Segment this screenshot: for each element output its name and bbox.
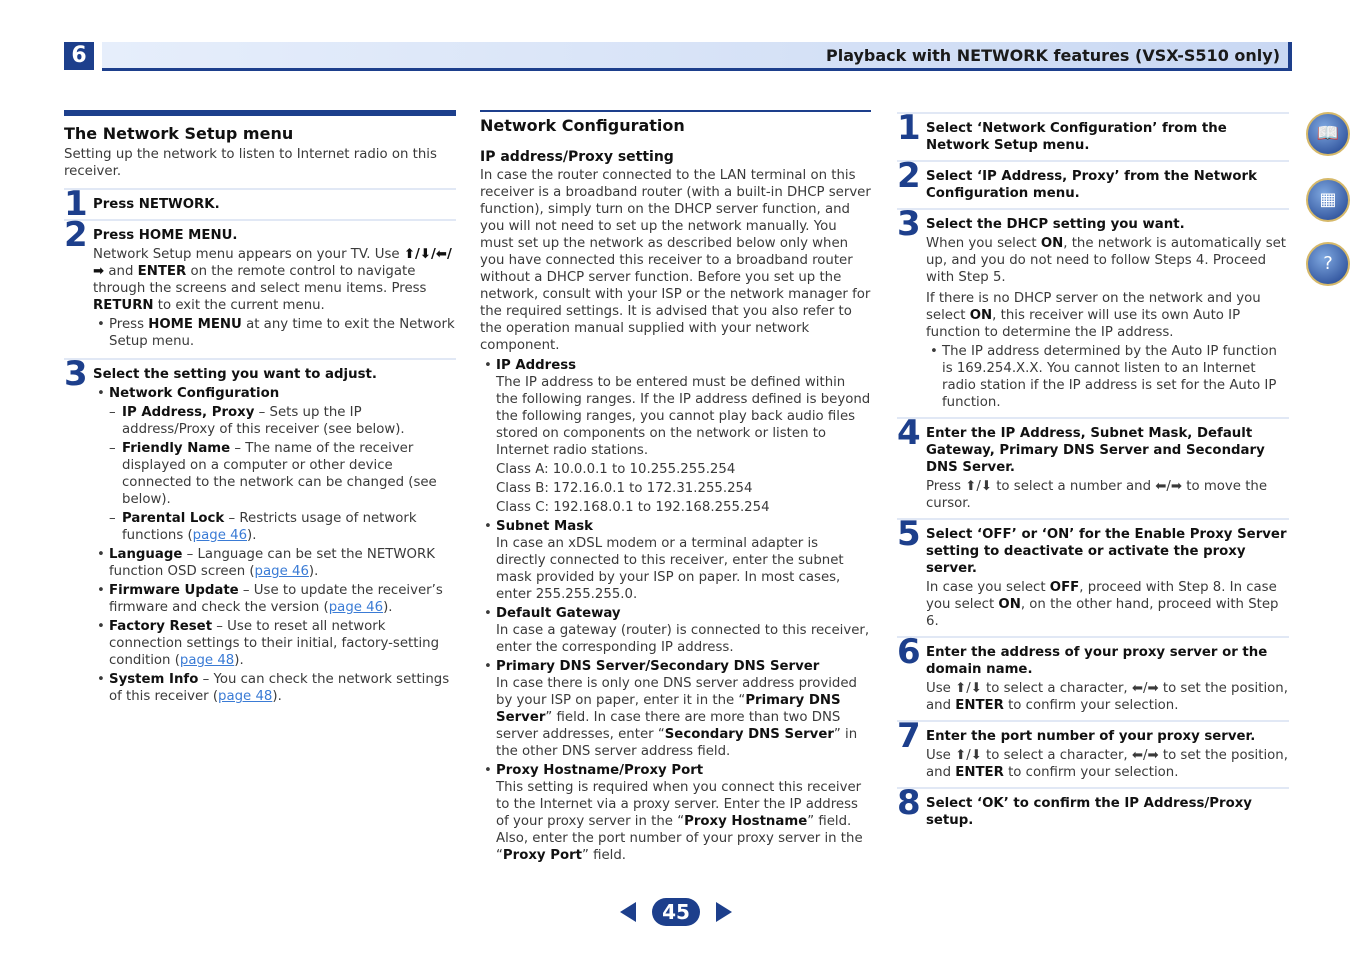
bullet-item: • Language – Language can be set the NETWORK function OSD screen (page 46). bbox=[93, 546, 456, 580]
step-body: If there is no DHCP server on the network and you select ON, this receiver will use its own Auto IP function to determine the IP address. bbox=[926, 291, 1261, 340]
bullet-item: • Factory Reset – Use to reset all network connection settings to their initial, factory-setting condition (page 48). bbox=[93, 618, 456, 669]
help-icon[interactable]: ? bbox=[1306, 242, 1350, 286]
sub-heading: IP address/Proxy setting bbox=[480, 149, 674, 165]
step-number: 2 bbox=[64, 215, 88, 255]
bullet-item: • Subnet Mask bbox=[480, 518, 871, 535]
step-number: 7 bbox=[897, 716, 921, 756]
step-number: 6 bbox=[897, 632, 921, 672]
step-title: Enter the port number of your proxy server. bbox=[926, 729, 1256, 744]
dash-item: – Friendly Name – The name of the receiver displayed on a computer or other device connected to the network can be changed (see below). bbox=[93, 440, 456, 508]
step-title: Select ‘OFF’ or ‘ON’ for the Enable Proxy Server setting to deactivate or activate the proxy server. bbox=[926, 527, 1287, 576]
step-number: 2 bbox=[897, 156, 921, 196]
column-right bbox=[897, 106, 1289, 829]
page-link[interactable]: page 46 bbox=[328, 600, 384, 615]
bullet-item: • The IP address determined by the Auto IP function is 169.254.X.X. You cannot listen to an Internet radio station if the IP address is set for the Auto IP function. bbox=[926, 343, 1289, 411]
dash-item: – IP Address, Proxy – Sets up the IP address/Proxy of this receiver (see below). bbox=[93, 404, 456, 438]
step-title: Select ‘Network Configuration’ from the Network Setup menu. bbox=[926, 121, 1227, 153]
step-1 bbox=[64, 184, 456, 224]
step-title: Select the setting you want to adjust. bbox=[93, 367, 377, 382]
step-number: 1 bbox=[897, 108, 921, 148]
page-title: Playback with NETWORK features (VSX-S510 only) bbox=[825, 46, 1280, 65]
item-body: In case a gateway (router) is connected to this receiver, enter the corresponding IP address. bbox=[496, 623, 870, 655]
step-number: 3 bbox=[64, 354, 88, 394]
column-left bbox=[64, 0, 456, 705]
bullet-item: • System Info – You can check the network settings of this receiver (page 48). bbox=[93, 671, 456, 705]
previous-page-icon[interactable] bbox=[620, 902, 636, 922]
step-body: In case you select OFF, proceed with Step 8. In case you select ON, on the other hand, proceed with Step 6. bbox=[926, 580, 1279, 629]
step-body: Use ⬆/⬇ to select a character, ⬅/➡ to set the position, and ENTER to confirm your selection. bbox=[926, 681, 1288, 713]
bullet-item: • Network Configuration bbox=[93, 385, 456, 402]
item-body: The IP address to be entered must be defined within the following ranges. If the IP address defined is beyond the following ranges, you cannot play back audio files stored on components on the network or listen to Internet radio stations. bbox=[496, 375, 871, 458]
intro-text: In case the router connected to the LAN terminal on this receiver is a broadband router (with a built-in DHCP server function), simply turn on the DHCP server function, and you will not need to set up the network manually. You must set up the network as described below only when you have connected this receiver to a broadband router without a DHCP server function. Before you set up the network, consult with your ISP or the network manager for the required settings. It is advised that you also refer to the operation manual supplied with your network component. bbox=[480, 168, 871, 353]
page-link[interactable]: page 46 bbox=[254, 564, 309, 579]
page-navigation bbox=[620, 896, 740, 928]
step-3 bbox=[64, 354, 456, 705]
step-8 bbox=[897, 783, 1289, 829]
section-rule bbox=[480, 110, 871, 112]
remote-icon[interactable]: ▦ bbox=[1306, 178, 1350, 222]
step-number: 1 bbox=[64, 184, 88, 224]
intro-text: Setting up the network to listen to Internet radio on this receiver. bbox=[64, 147, 437, 179]
step-title: Select ‘OK’ to confirm the IP Address/Proxy setup. bbox=[926, 796, 1252, 828]
header-bar-end bbox=[1288, 42, 1292, 71]
item-body: This setting is required when you connect this receiver to the Internet via a proxy server. Enter the IP address of your proxy server in the “Proxy Hostname” field. Also, enter the port number of your proxy server in the “Proxy Port” field. bbox=[496, 780, 863, 863]
chapter-number: 6 bbox=[64, 42, 94, 70]
step-number: 8 bbox=[897, 783, 921, 823]
step-2 bbox=[897, 156, 1289, 202]
section-heading: Network Configuration bbox=[480, 116, 685, 135]
next-page-icon[interactable] bbox=[716, 902, 732, 922]
bullet-item: • IP Address bbox=[480, 357, 871, 374]
step-2 bbox=[64, 215, 456, 350]
step-3 bbox=[897, 204, 1289, 411]
section-rule bbox=[64, 110, 456, 116]
ip-range: Class B: 172.16.0.1 to 172.31.255.254 bbox=[496, 481, 753, 496]
ip-range: Class C: 192.168.0.1 to 192.168.255.254 bbox=[496, 500, 770, 515]
section-heading: The Network Setup menu bbox=[64, 124, 294, 143]
book-icon[interactable]: 📖 bbox=[1306, 112, 1350, 156]
step-5 bbox=[897, 514, 1289, 630]
ip-range: Class A: 10.0.0.1 to 10.255.255.254 bbox=[496, 462, 736, 477]
bullet-item: • Default Gateway bbox=[480, 605, 871, 622]
page-link[interactable]: page 48 bbox=[179, 653, 235, 668]
step-body: Press ⬆/⬇ to select a number and ⬅/➡ to move the cursor. bbox=[926, 479, 1268, 511]
bullet-item: • Primary DNS Server/Secondary DNS Server bbox=[480, 658, 871, 675]
bullet-item: • Proxy Hostname/Proxy Port bbox=[480, 762, 871, 779]
step-title: Press HOME MENU. bbox=[93, 228, 238, 243]
step-title: Enter the IP Address, Subnet Mask, Default Gateway, Primary DNS Server and Secondary DNS Server. bbox=[926, 426, 1265, 475]
item-body: In case an xDSL modem or a terminal adapter is directly connected to this receiver, enter the subnet mask provided by your ISP on paper. In most cases, enter 255.255.255.0. bbox=[496, 536, 844, 602]
step-6 bbox=[897, 632, 1289, 714]
step-number: 3 bbox=[897, 204, 921, 244]
step-title: Enter the address of your proxy server or the domain name. bbox=[926, 645, 1268, 677]
item-body: In case there is only one DNS server address provided by your ISP on paper, enter it in the “Primary DNS Server” field. In case there are more than two DNS server addresses, enter “Secondary DNS Server” in the other DNS server address field. bbox=[496, 676, 858, 759]
page-link[interactable]: page 48 bbox=[218, 689, 273, 704]
page-number: 45 bbox=[652, 898, 700, 926]
bullet-item: • Press HOME MENU at any time to exit the Network Setup menu. bbox=[93, 316, 456, 350]
column-middle bbox=[480, 0, 871, 864]
step-4 bbox=[897, 413, 1289, 512]
page-link[interactable]: page 46 bbox=[192, 528, 248, 543]
step-number: 5 bbox=[897, 514, 921, 554]
step-body: Network Setup menu appears on your TV. Use ⬆/⬇/⬅/➡ and ENTER on the remote control to navigate through the screens and select menu items. Press RETURN to exit the current menu. bbox=[93, 247, 452, 313]
step-body: Use ⬆/⬇ to select a character, ⬅/➡ to set the position, and ENTER to confirm your selection. bbox=[926, 748, 1288, 780]
bullet-item: • Firmware Update – Use to update the receiver’s firmware and check the version (page 46). bbox=[93, 582, 456, 616]
step-body: When you select ON, the network is automatically set up, and you do not need to follow Steps 4. Proceed with Step 5. bbox=[926, 236, 1287, 285]
dash-item: – Parental Lock – Restricts usage of network functions (page 46). bbox=[93, 510, 456, 544]
step-title: Select ‘IP Address, Proxy’ from the Network Configuration menu. bbox=[926, 169, 1257, 201]
step-7 bbox=[897, 716, 1289, 781]
step-title: Select the DHCP setting you want. bbox=[926, 217, 1185, 232]
step-number: 4 bbox=[897, 413, 921, 453]
step-1 bbox=[897, 108, 1289, 154]
step-title: Press NETWORK. bbox=[93, 197, 220, 212]
